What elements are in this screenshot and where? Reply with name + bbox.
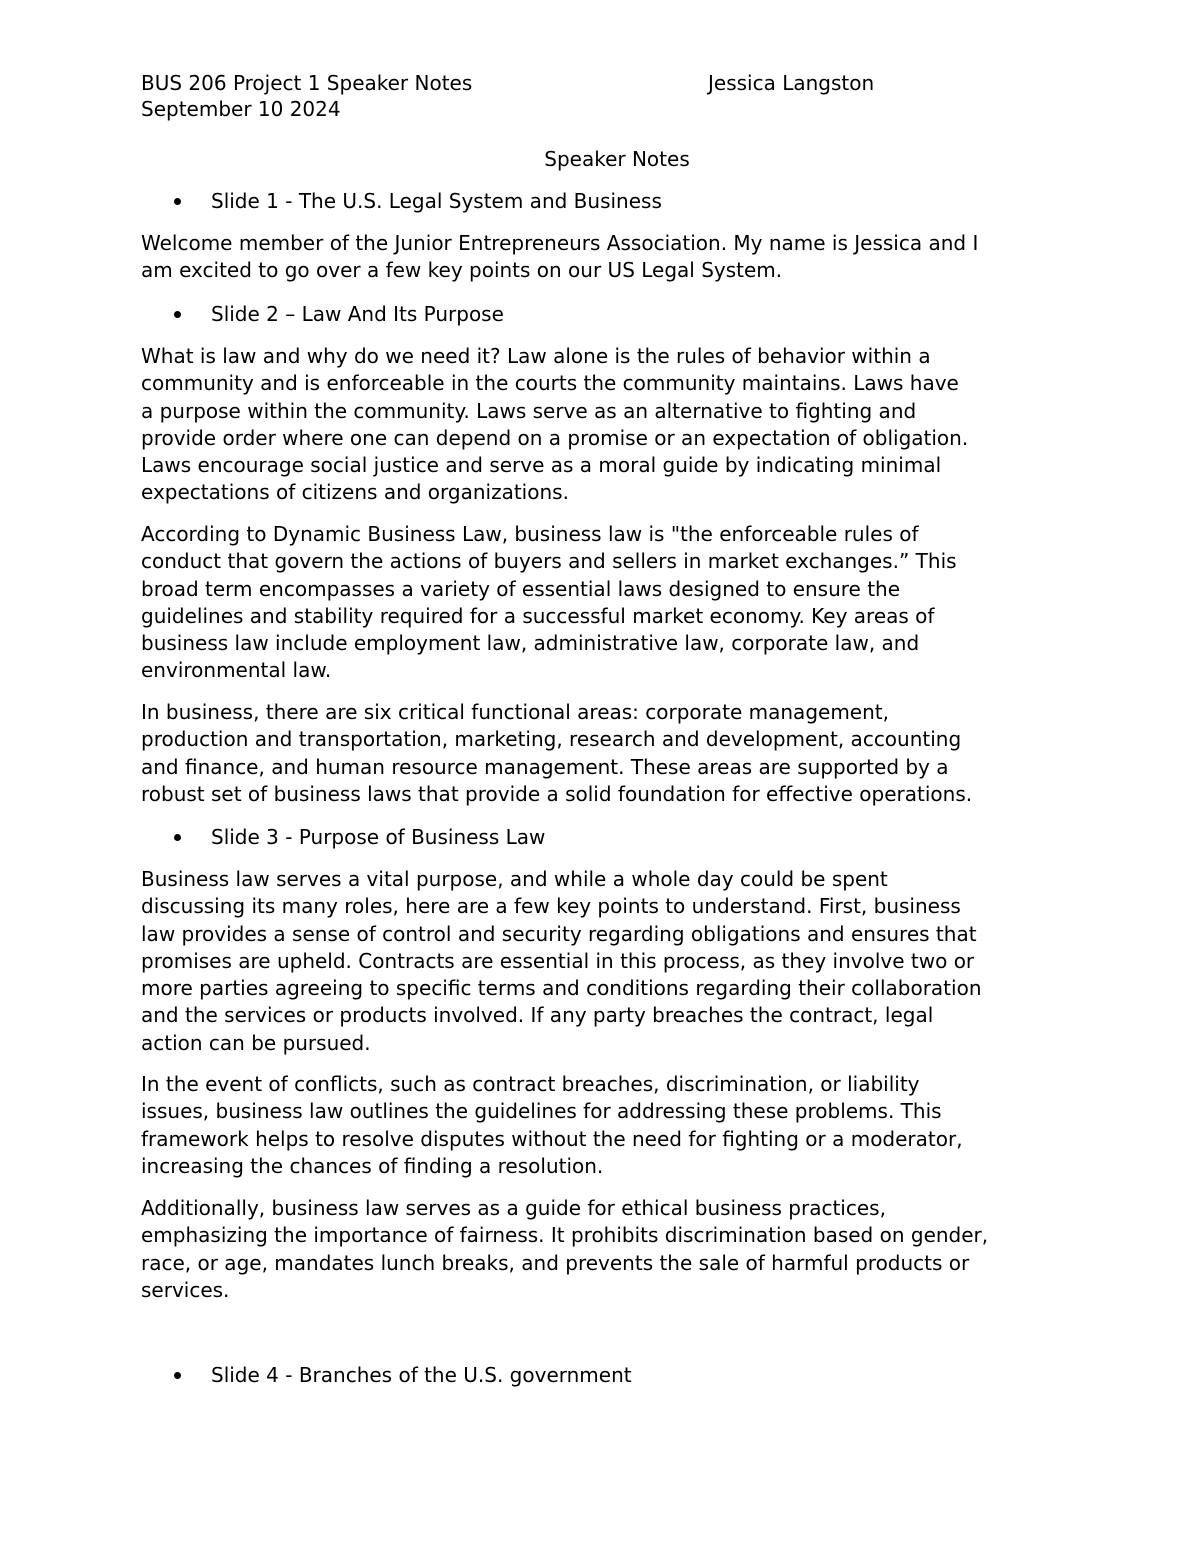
paragraph (141, 343, 1071, 507)
paragraph-line: law provides a sense of control and security regarding obligations and ensures that (141, 921, 977, 946)
paragraph-line: community and is enforceable in the courts the community maintains. Laws have (141, 371, 959, 396)
slide-heading: Slide 3 - Purpose of Business Law (211, 825, 546, 849)
paragraph (141, 1071, 1071, 1180)
paragraph-line: race, or age, mandates lunch breaks, and prevents the sale of harmful products or (141, 1250, 970, 1275)
paragraph-line: promises are upheld. Contracts are essential in this process, as they involve two or (141, 948, 975, 973)
page-title: Speaker Notes (544, 147, 690, 171)
bullet-icon (174, 311, 181, 318)
paragraph-line: and the services or products involved. If any party breaches the contract, legal (141, 1003, 934, 1028)
paragraph-line: more parties agreeing to specific terms and conditions regarding their collaboration (141, 976, 982, 1001)
paragraph-line: expectations of citizens and organizations. (141, 480, 569, 505)
paragraph-line: According to Dynamic Business Law, business law is "the enforceable rules of (141, 522, 919, 546)
paragraph-line: services. (141, 1277, 230, 1302)
paragraph (141, 1195, 1071, 1304)
slide-heading: Slide 1 - The U.S. Legal System and Business (211, 189, 662, 213)
slide-heading: Slide 4 - Branches of the U.S. government (211, 1363, 632, 1387)
paragraph-line: am excited to go over a few key points on our US Legal System. (141, 258, 783, 283)
slide-heading: Slide 2 – Law And Its Purpose (211, 302, 504, 326)
paragraph-line: discussing its many roles, here are a few key points to understand. First, business (141, 894, 961, 919)
paragraph-line: issues, business law outlines the guidelines for addressing these problems. This (141, 1099, 942, 1124)
document-header-date: September 10 2024 (141, 97, 341, 121)
paragraph (141, 230, 1071, 285)
paragraph-line: In the event of conflicts, such as contract breaches, discrimination, or liability (141, 1072, 920, 1096)
paragraph-line: In business, there are six critical functional areas: corporate management, (141, 700, 889, 724)
paragraph-line: provide order where one can depend on a promise or an expectation of obligation. (141, 425, 969, 450)
paragraph-line: Additionally, business law serves as a guide for ethical business practices, (141, 1196, 886, 1220)
bullet-icon (174, 834, 181, 841)
paragraph-line: Business law serves a vital purpose, and while a whole day could be spent (141, 867, 888, 891)
paragraph-line: action can be pursued. (141, 1030, 371, 1055)
paragraph-line: What is law and why do we need it? Law alone is the rules of behavior within a (141, 344, 931, 368)
paragraph-line: robust set of business laws that provide a solid foundation for effective operations. (141, 781, 973, 806)
paragraph-line: environmental law. (141, 658, 332, 683)
paragraph-line: guidelines and stability required for a successful market economy. Key areas of (141, 603, 935, 628)
paragraph-line: framework helps to resolve disputes without the need for fighting or a moderator, (141, 1126, 963, 1151)
paragraph-line: and finance, and human resource management. These areas are supported by a (141, 754, 949, 779)
paragraph-line: broad term encompasses a variety of essential laws designed to ensure the (141, 576, 901, 601)
bullet-icon (174, 198, 181, 205)
paragraph (141, 521, 1071, 685)
paragraph (141, 699, 1071, 808)
paragraph-line: Welcome member of the Junior Entrepreneurs Association. My name is Jessica and I (141, 231, 979, 255)
document-header-author: Jessica Langston (708, 71, 875, 95)
paragraph-line: conduct that govern the actions of buyers and sellers in market exchanges.” This (141, 549, 957, 574)
bullet-icon (174, 1372, 181, 1379)
paragraph-line: emphasizing the importance of fairness. It prohibits discrimination based on gender, (141, 1223, 989, 1248)
paragraph-line: a purpose within the community. Laws serve as an alternative to fighting and (141, 398, 917, 423)
paragraph-line: production and transportation, marketing, research and development, accounting (141, 727, 962, 752)
document-header-title: BUS 206 Project 1 Speaker Notes (141, 71, 473, 95)
paragraph-line: increasing the chances of finding a resolution. (141, 1153, 604, 1178)
paragraph-line: business law include employment law, administrative law, corporate law, and (141, 631, 920, 656)
paragraph (141, 866, 1071, 1057)
paragraph-line: Laws encourage social justice and serve as a moral guide by indicating minimal (141, 453, 942, 478)
